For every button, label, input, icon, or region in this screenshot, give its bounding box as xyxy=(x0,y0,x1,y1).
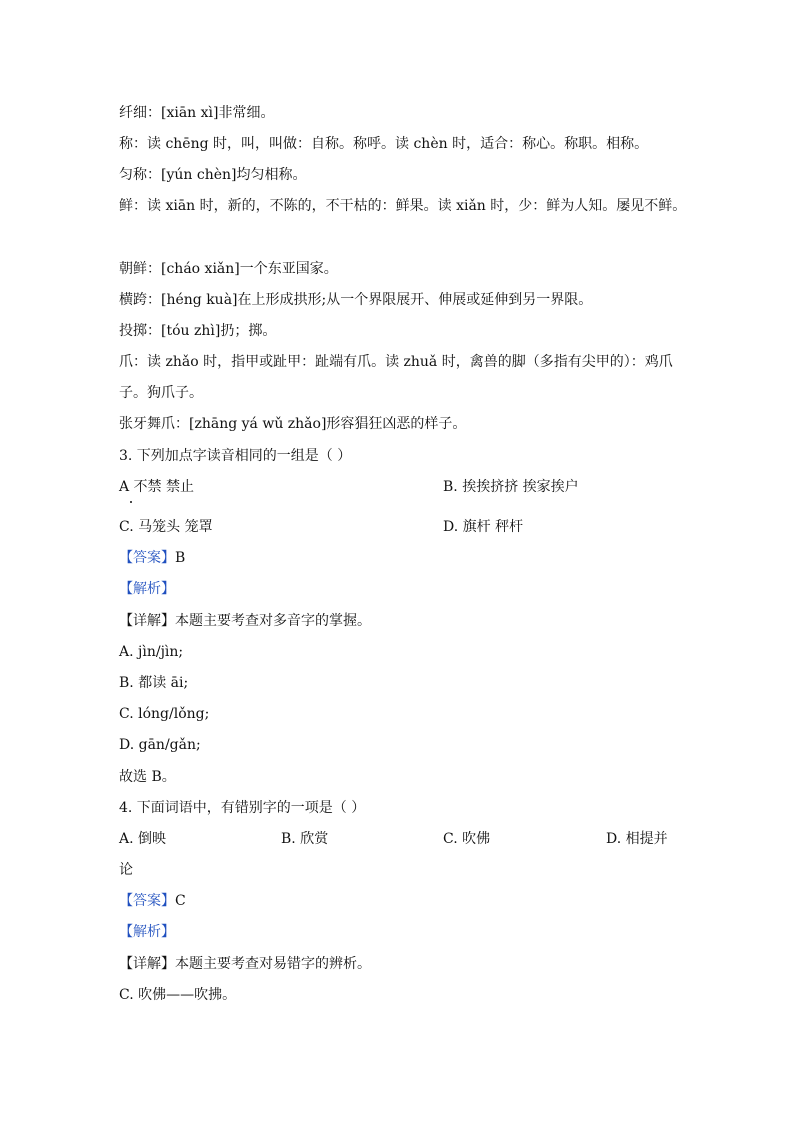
answer-value: B xyxy=(175,550,186,566)
detail-tag: 【详解】 xyxy=(119,613,175,629)
note-touzhi: 投掷：[tóu zhì]扔；掷。 xyxy=(119,323,277,339)
q3-explain-b: B. 都读 āi; xyxy=(119,675,189,691)
q4-option-d: D. 相提并 xyxy=(606,831,668,847)
q4-explain-c: C. 吹佛——吹拂。 xyxy=(119,987,237,1003)
note-xian: 鲜：读 xiān 时，新的，不陈的，不干枯的：鲜果。读 xiǎn 时，少：鲜为人知。屡见不鲜。 xyxy=(119,198,687,214)
note-zhao-cont: 子。狗爪子。 xyxy=(119,385,203,401)
q3-explain-c: C. lóng/lǒng; xyxy=(119,706,210,722)
note-xianxi: 纤细：[xiān xì]非常细。 xyxy=(119,105,275,121)
q3-option-a: A 不禁 禁止 xyxy=(119,479,195,495)
note-chaoxian: 朝鲜：[cháo xiǎn]一个东亚国家。 xyxy=(119,261,338,277)
q3-option-d: D. 旗杆 秤杆 xyxy=(443,519,524,535)
emphasis-dot xyxy=(130,501,132,503)
answer-tag: 【答案】 xyxy=(119,550,175,566)
note-zhangyawuzhao: 张牙舞爪：[zhāng yá wǔ zhǎo]形容猖狂凶恶的样子。 xyxy=(119,416,467,432)
q4-option-d-cont: 论 xyxy=(119,862,133,878)
note-yunchen: 匀称：[yún chèn]均匀相称。 xyxy=(119,167,307,183)
note-cheng: 称：读 chēng 时，叫，叫做：自称。称呼。读 chèn 时，适合：称心。称职。相称。 xyxy=(119,136,649,152)
detail-tag: 【详解】 xyxy=(119,956,175,972)
q4-detail xyxy=(119,955,371,973)
note-hengkua: 横跨：[héng kuà]在上形成拱形;从一个界限展开、伸展或延伸到另一界限。 xyxy=(119,292,593,308)
q3-conclusion: 故选 B。 xyxy=(119,769,176,785)
q3-answer xyxy=(119,549,185,567)
q3-detail xyxy=(119,612,371,630)
detail-text: 本题主要考查对易错字的辨析。 xyxy=(175,956,371,972)
q3-explain-d: D. gān/gǎn; xyxy=(119,737,201,753)
q4-analysis-tag: 【解析】 xyxy=(119,924,175,940)
q3-option-b: B. 挨挨挤挤 挨家挨户 xyxy=(443,479,579,495)
q4-answer xyxy=(119,892,186,910)
detail-text: 本题主要考查对多音字的掌握。 xyxy=(175,613,371,629)
q4-option-a: A. 倒映 xyxy=(119,831,167,847)
note-zhao: 爪：读 zhǎo 时，指甲或趾甲：趾端有爪。读 zhuǎ 时，禽兽的脚（多指有尖甲的）：鸡爪 xyxy=(119,354,673,370)
q3-analysis-tag: 【解析】 xyxy=(119,581,175,597)
q3-explain-a: A. jìn/jìn; xyxy=(119,644,184,660)
q4-option-b: B. 欣赏 xyxy=(281,831,329,847)
answer-tag: 【答案】 xyxy=(119,893,175,909)
q3-option-c: C. 马笼头 笼罩 xyxy=(119,519,213,535)
question-3: 3. 下列加点字读音相同的一组是（ ） xyxy=(119,448,352,464)
answer-value: C xyxy=(175,893,186,909)
q4-option-c: C. 吹佛 xyxy=(443,831,491,847)
question-4: 4. 下面词语中，有错别字的一项是（ ） xyxy=(119,800,366,816)
